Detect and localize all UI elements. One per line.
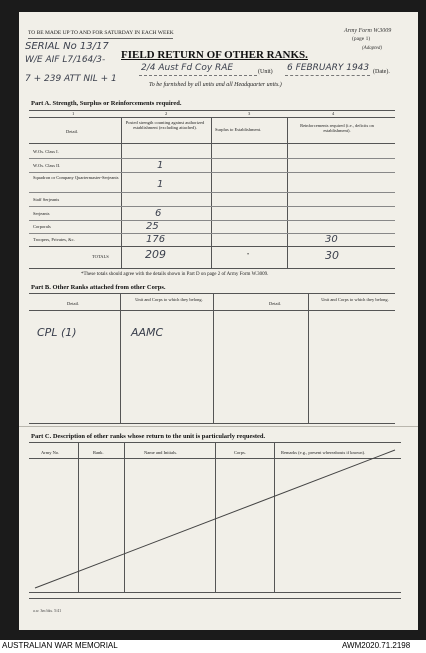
part-b-row-detail: CPL (1)	[37, 326, 77, 339]
part-a-heading: Part A. Strength, Surplus or Reinforcements required.	[31, 100, 182, 107]
part-b-header-unit: Unit and Corps to which they belong.	[135, 297, 203, 302]
adapted-label: (Adapted)	[362, 46, 382, 51]
army-form-w3009	[19, 12, 418, 630]
part-a-colnum: 4	[332, 111, 335, 116]
handwritten-date: 6 FEBRUARY 1943	[287, 63, 370, 73]
row-reinf: 30	[325, 234, 338, 245]
handwritten-unit: 2/4 Aust Fd Coy RAE	[141, 63, 234, 73]
row-detail: Staff Serjeants	[33, 197, 60, 202]
part-b-header-detail2: Detail.	[269, 301, 282, 306]
row-posted: 6	[155, 208, 162, 219]
row-posted: 1	[157, 160, 164, 171]
part-a-header-detail: Detail.	[66, 129, 79, 134]
part-c-header-rank: Rank.	[93, 450, 104, 455]
part-a-header-reinf: Reinforcements required (i.e., deficits on establishment).	[300, 123, 374, 133]
part-b-header-unit2: Unit and Corps to which they belong.	[321, 297, 389, 302]
page-label: (page 1)	[352, 36, 371, 42]
handwritten-att: 7 + 239 ATT NIL + 1	[25, 74, 117, 84]
row-detail: Troopers, Privates, &c.	[33, 237, 75, 242]
date-label: (Date).	[373, 69, 390, 75]
part-a-header-posted: Posted strength counting against authorized establishment (excluding attached).	[125, 120, 205, 130]
unit-label: (Unit)	[258, 69, 273, 75]
row-detail: Corporals	[33, 224, 51, 229]
army-form-label: Army Form W.3009	[344, 28, 392, 34]
part-c-header-corps: Corps.	[234, 450, 246, 455]
row-posted: 176	[146, 234, 166, 245]
part-b-heading: Part B. Other Ranks attached from other Corps.	[31, 284, 166, 291]
row-detail: W.Os. Class II.	[33, 163, 61, 168]
totals-label: TOTALS	[92, 254, 109, 259]
row-detail: Serjeants	[33, 211, 50, 216]
printer-mark: a.w. 3m bks. 5/41	[33, 608, 62, 613]
totals-note: *These totals should agree with the details shown in Part D on page 2 of Army Form W.3009.	[81, 272, 269, 277]
part-c-header-army-no: Army No.	[41, 450, 60, 455]
part-c-heading: Part C. Description of other ranks whose return to the unit is particularly requested.	[31, 433, 266, 440]
part-b-header-detail: Detail.	[67, 301, 80, 306]
row-detail: Squadron or Company Quartermaster-Serjeants	[33, 175, 119, 180]
part-b-row-unit: AAMC	[131, 326, 164, 339]
handwritten-ref: W/E AIF L7/164/3-	[25, 55, 106, 65]
cancellation-diagonal-line	[19, 12, 418, 630]
furnished-note: To be furnished by all units and all Headquarter units.)	[149, 82, 282, 88]
top-note: TO BE MADE UP TO AND FOR SATURDAY IN EACH WEEK	[28, 30, 174, 36]
part-a-header-surplus: Surplus to Establishment.	[215, 127, 262, 132]
footer-institution: AUSTRALIAN WAR MEMORIAL	[2, 641, 118, 650]
part-a-colnum: 1	[72, 111, 75, 116]
row-detail: W.Os. Class I.	[33, 149, 59, 154]
footer-accession-id: AWM2020.71.2198	[342, 641, 411, 650]
totals-surplus: •	[247, 252, 250, 258]
part-c-header-remarks: Remarks (e.g., present whereabouts if known).	[281, 450, 366, 455]
handwritten-serial: SERIAL No 13/17	[25, 41, 109, 52]
row-posted: 25	[146, 221, 159, 232]
totals-reinf: 30	[325, 249, 339, 262]
form-title: FIELD RETURN OF OTHER RANKS.	[121, 49, 308, 61]
part-a-colnum: 2	[165, 111, 168, 116]
row-posted: 1	[157, 179, 164, 190]
part-a-colnum: 3	[248, 111, 251, 116]
totals-posted: 209	[145, 248, 166, 261]
part-c-header-name: Name and Initials.	[144, 450, 178, 455]
